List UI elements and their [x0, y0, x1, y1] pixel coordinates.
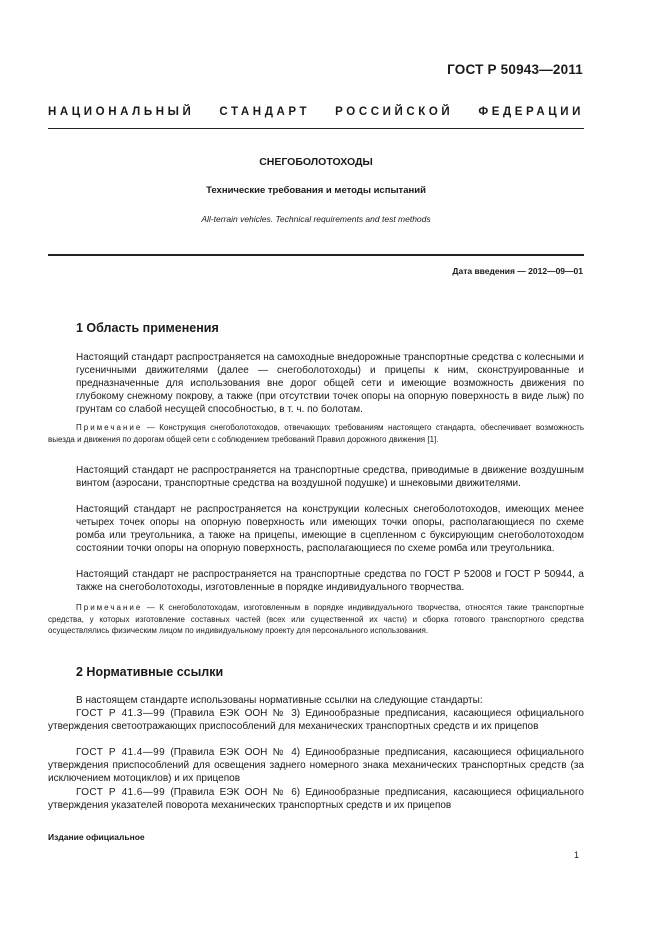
document-title: СНЕГОБОЛОТОХОДЫ — [259, 156, 373, 168]
top-divider — [48, 128, 584, 129]
banner-word: ФЕДЕРАЦИИ — [478, 106, 584, 118]
reference-code: ГОСТ Р 41.3—99 — [76, 708, 166, 719]
banner-word: РОССИЙСКОЙ — [335, 106, 454, 118]
paragraph-text: В настоящем стандарте использованы нормативные ссылки на следующие стандарты: — [76, 695, 483, 706]
normative-reference — [48, 746, 584, 785]
banner-word: СТАНДАРТ — [219, 106, 311, 118]
document-subtitle: Технические требования и методы испытаний — [206, 185, 426, 196]
paragraph-text: Настоящий стандарт распространяется на самоходные внедорожные транспортные средства с колесными и гусеничными движителями (далее — снегоболотоходы) и прицепы к ним, сконструированные и предназначенные для использования вне дорог общей сети и имеющие возможность движения по глубокому снежному покрову, а также (при отсутствии точек опоры на опорную поверхность в виде лыж) по грунтам со слабой несущей способностью, в т. ч. по болотам. — [76, 352, 585, 416]
document-number: ГОСТ Р 50943—2011 — [447, 62, 583, 77]
paragraph — [48, 464, 584, 490]
paragraph-text: Настоящий стандарт не распространяется на транспортные средства по ГОСТ Р 52008 и ГОСТ Р 50944, а также на снегоболотоходы, изготовленные в порядке индивидуального творчества. — [76, 569, 584, 594]
section-heading: 2 Нормативные ссылки — [76, 665, 224, 679]
reference-text: (Правила ЕЭК ООН № 4) Единообразные предписания, касающиеся официального утверждения приспособлений для освещения заднего номерного знака механических транспортных средств (за исключением мотоциклов) и их прицепов — [48, 747, 584, 785]
effective-date: Дата введения — 2012—09—01 — [452, 266, 583, 276]
reference-text: (Правила ЕЭК ООН № 3) Единообразные предписания, касающиеся официального утверждения светоотражающих приспособлений для механических транспортных средств и их прицепов — [48, 708, 584, 733]
note-label: Примечание — [76, 603, 143, 612]
normative-reference — [48, 786, 584, 812]
paragraph — [48, 351, 584, 416]
note-text: — Конструкция снегоболотоходов, отвечающих требованиям настоящего стандарта, обеспечивает возможность выезда и движения по дорогам общей сети с соблюдением требований Правил дорожного движения [1]. — [48, 423, 584, 444]
section-heading: 1 Область применения — [76, 321, 219, 335]
banner-word: НАЦИОНАЛЬНЫЙ — [48, 106, 195, 118]
national-standard-banner — [48, 106, 584, 118]
reference-code: ГОСТ Р 41.4—99 — [76, 747, 166, 758]
paragraph-text: Настоящий стандарт не распространяется на транспортные средства, приводимые в движение воздушным винтом (аэросани, транспортные средства на воздушной подушке) и шнековыми движителями. — [76, 465, 584, 490]
paragraph — [48, 694, 584, 707]
note-text: — К снегоболотоходам, изготовленным в порядке индивидуального творчества, относятся такие транспортные средства, у которых изготовление составных частей (всех или существенной их части) и сборка готового транспортного средства осуществлялись физическим лицом по индивидуальному проекту для персонального использования. — [48, 603, 584, 636]
english-title: All-terrain vehicles. Technical requirements and test methods — [201, 214, 431, 224]
paragraph — [48, 568, 584, 594]
normative-reference — [48, 707, 584, 733]
paragraph-text: Настоящий стандарт не распространяется на конструкции колесных снегоболотоходов, имеющих менее четырех точек опоры на опорную поверхность или имеющих точки опоры, располагающиеся по схеме ромба или треугольника, а также на прицепы, имеющие в сцепленном с буксирующим снегоболотоходом состоянии точки опоры на опорную поверхность, располагающиеся по схеме ромба или треугольника. — [76, 504, 584, 555]
paragraph — [48, 503, 584, 555]
title-divider — [48, 254, 584, 256]
official-edition-label: Издание официальное — [48, 832, 145, 842]
reference-text: (Правила ЕЭК ООН № 6) Единообразные предписания, касающиеся официального утверждения указателей поворота механических транспортных средств и их прицепов — [48, 787, 584, 812]
page-number: 1 — [574, 850, 580, 860]
note — [48, 602, 584, 637]
note-label: Примечание — [76, 423, 143, 432]
note — [48, 422, 584, 445]
reference-code: ГОСТ Р 41.6—99 — [76, 787, 166, 798]
